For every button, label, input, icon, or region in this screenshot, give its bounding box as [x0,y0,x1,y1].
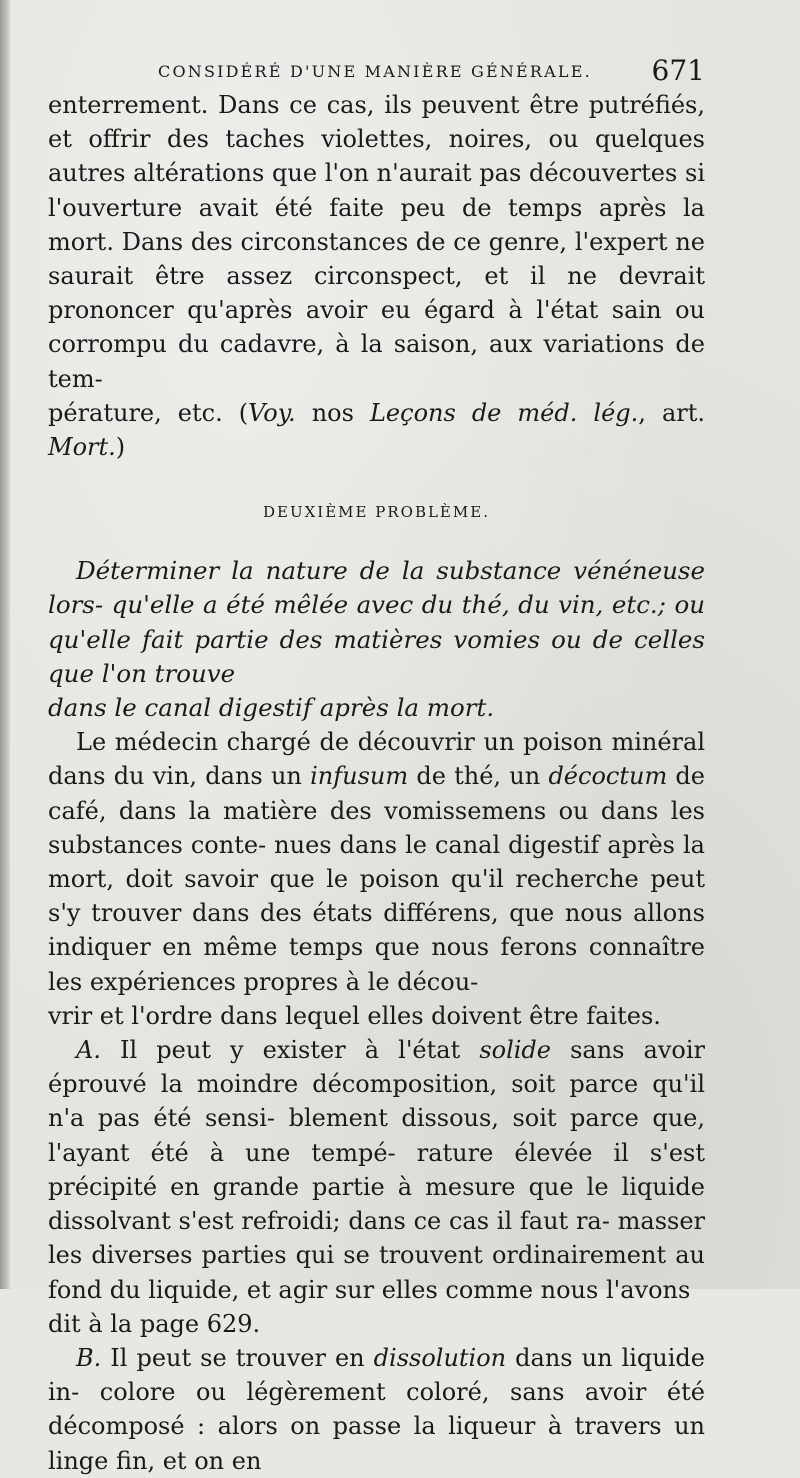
page-binding-edge [0,0,10,1289]
text-line: blement dissous, soit parce que, l'ayant été à une tempé- [48,1104,706,1167]
item-letter-b: B. [76,1343,102,1372]
paragraph-b [48,1341,705,1478]
text-fragment: Il peut se trouver en [101,1343,374,1372]
text-fragment: Il peut y exister à l'état [100,1036,480,1065]
text-line: au fond du liquide, et agir sur elles comme nous l'avons [48,1241,705,1304]
italic-solide: solide [479,1036,551,1065]
italic-voy: Voy. [248,398,296,427]
body-text [48,88,705,1478]
text-fragment: ) [115,433,126,462]
text-line: des taches violettes, noires, ou quelques autres altérations [48,125,705,188]
text-line: le poison qu'il recherche peut s'y trouver dans des états [48,865,705,928]
italic-mort: Mort. [48,433,116,462]
text-fragment: sans avoir éprouvé la [48,1036,706,1099]
text-fragment: du vin, dans un [113,762,311,791]
text-fragment: dans un liquide in- [48,1343,705,1407]
text-line: enterrement. Dans ce cas, ils peuvent être putréfiés, et offrir [48,91,705,154]
running-title: CONSIDÉRÉ D'UNE MANIÈRE GÉNÉRALE. [158,62,592,81]
text-fragment: de thé, un [408,762,549,791]
text-line: corrompu du cadavre, à la saison, aux variations de tem- [48,330,705,393]
text-line: peu de temps après la mort. Dans des circonstances de ce [48,193,705,256]
running-head [50,54,705,88]
text-line: nous ferons connaître les expériences propres à le décou- [48,933,705,996]
text-line: différens, que nous allons indiquer en même temps que [48,899,705,962]
paragraph-medecin [48,725,705,1033]
text-line: le liquide dissolvant s'est refroidi; dans ce cas il faut ra- [48,1172,705,1236]
text-line: que l'on n'aurait pas découvertes si l'ouverture avait été faite [48,159,705,222]
text-line: masser les diverses parties qui se trouvent ordinairement [48,1207,705,1270]
text-line: colore ou légèrement coloré, sans avoir été décomposé : [48,1378,705,1441]
text-fragment: , art. [638,398,705,427]
text-line: pérature, etc. ( [48,398,249,427]
problem-line: qu'elle a été mêlée avec du thé, du vin, etc.; ou qu'elle [48,590,705,654]
text-line: Le médecin chargé de découvrir un poison minéral dans [48,728,705,791]
text-fragment: nos [295,398,370,427]
paragraph-a [48,1033,705,1341]
text-line: la matière des vomissemens ou dans les substances conte- [48,796,705,859]
text-line: genre, l'expert ne saurait être assez circonspect, et il ne [48,227,705,291]
text-fragment: de café, dans [48,762,705,825]
text-line: moindre décomposition, soit parce qu'il n'a pas été sensi- [48,1070,705,1133]
problem-line: Déterminer la nature de la substance vénéneuse lors- [48,556,705,620]
italic-lecons: Leçons de méd. lég. [369,398,639,427]
problem-line: dans le canal digestif après la mort. [48,693,495,723]
italic-infusum: infusum [310,762,409,791]
problem-statement [48,554,705,725]
text-line: alors on passe la liqueur à travers un linge fin, et on en [48,1412,706,1475]
text-line: dit à la page 629. [48,1309,261,1338]
item-letter-a: A. [76,1036,101,1065]
text-line: rature élevée il s'est précipité en grande partie à mesure que [48,1138,706,1201]
text-line: devrait prononcer qu'après avoir eu égard à l'état sain ou [48,262,705,325]
paragraph-continuation [48,88,705,464]
text-line: vrir et l'ordre dans lequel elles doivent être faites. [48,1001,661,1030]
text-line: nues dans le canal digestif après la mort, doit savoir que [48,830,705,894]
italic-decoctum: décoctum [548,762,668,791]
page-number: 671 [651,54,705,87]
problem-line: fait partie des matières vomies ou de celles que l'on trouve [48,624,705,688]
italic-dissolution: dissolution [373,1343,507,1372]
section-heading: DEUXIÈME PROBLÈME. [263,503,490,522]
